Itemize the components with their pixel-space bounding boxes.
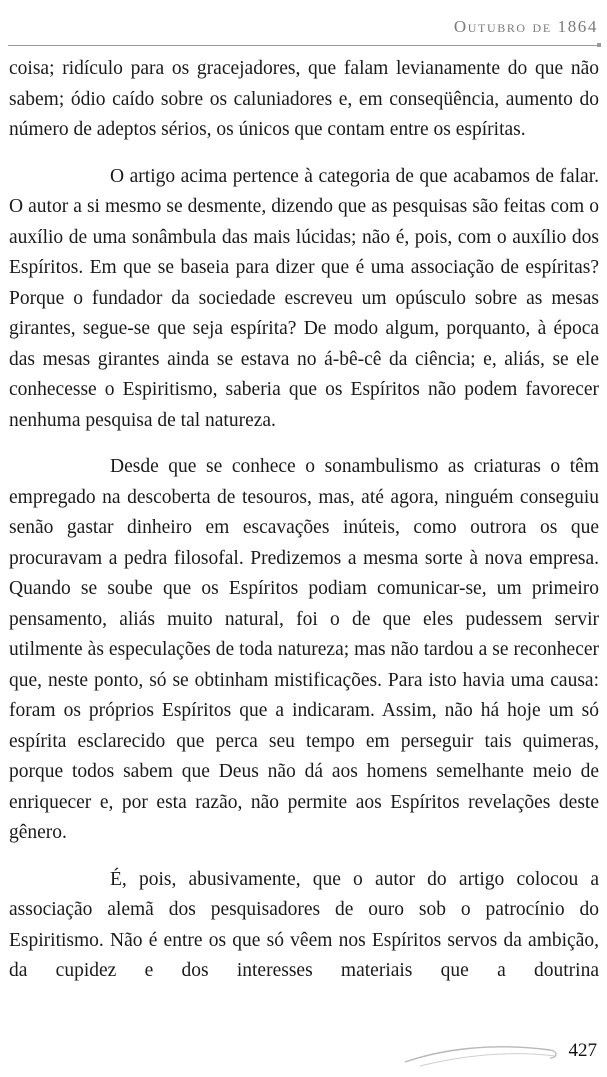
body-text [9, 54, 599, 987]
paragraph-1: coisa; ridículo para os gracejadores, que falam levianamente do que não sabem; ódio caído sobre os caluniadores e, em conseqüência, aumento do número de adeptos sérios, os únicos que contam entre os espíritas. [9, 58, 599, 140]
paragraph-3: Desde que se conhece o sonambulismo as criaturas o têm empregado na descoberta de tesouros, mas, até agora, ninguém conseguiu senão gastar dinheiro em escavações inúteis, como outrora os que procuravam a pedra filosofal. Predizemos a mesma sorte à nova empresa. Quando se soube que os Espíritos podiam comunicar-se, um primeiro pensamento, aliás muito natural, foi o de que eles pudessem servir utilmente às especulações de toda natureza; mas não tardou a se reconhecer que, neste ponto, só se obtinham mistificações. Para isto havia uma causa: foram os próprios Espíritos que a indicaram. Assim, não há hoje um só espírita esclarecido que perca seu tempo em perseguir tais quimeras, porque todos sabem que Deus não dá aos homens semelhante meio de enriquecer e, por esta razão, não permite aos Espíritos revelações deste gênero. [9, 456, 599, 843]
header-rule [8, 45, 601, 46]
running-head: Outubro de 1864 [453, 17, 598, 36]
page-number: 427 [568, 1040, 597, 1061]
paragraph-2: O artigo acima pertence à categoria de que acabamos de falar. O autor a si mesmo se desmente, dizendo que as pesquisas são feitas com o auxílio de uma sonâmbula das mais lúcidas; não é, pois, com o auxílio dos Espíritos. Em que se baseia para dizer que é uma associação de espíritas? Porque o fundador da sociedade escreveu um opúsculo sobre as mesas girantes, segue-se que seja espírita? De modo algum, porquanto, à época das mesas girantes ainda se estava no á-bê-cê da ciência; e, aliás, se ele conhecesse o Espiritismo, saberia que os Espíritos não podem favorecer nenhuma pesquisa de tal natureza. [9, 165, 599, 431]
swirl-ornament-icon [400, 1020, 560, 1070]
paragraph-4: É, pois, abusivamente, que o autor do artigo colocou a associação alemã dos pesquisadores de ouro sob o patrocínio do Espiritismo. Não é entre os que só vêem nos Espíritos servos da ambição, da cupidez e dos interesses materiais que a doutrina [9, 868, 599, 981]
